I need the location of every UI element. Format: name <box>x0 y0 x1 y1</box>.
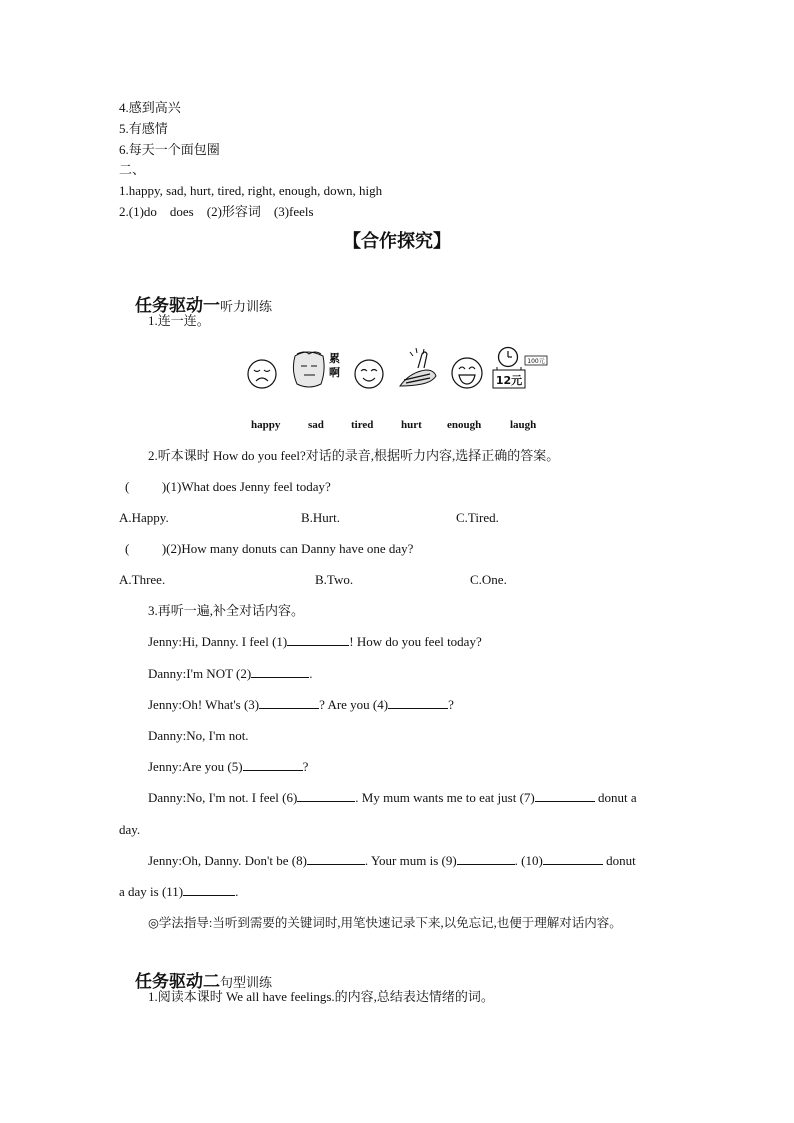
blank-9[interactable] <box>457 853 515 865</box>
task1-q2-2: ( )(2)How many donuts can Danny have one day? <box>125 541 414 556</box>
tired-char-2: 啊 <box>329 366 340 379</box>
word-laugh: laugh <box>510 419 537 431</box>
blank-11[interactable] <box>183 884 235 896</box>
blank-4[interactable] <box>388 697 448 709</box>
smile-face-icon <box>353 357 385 391</box>
dialogue-line-7 <box>148 853 636 869</box>
task1-q2-1: ( )(1)What does Jenny feel today? <box>125 479 331 494</box>
dialogue-line-7-cont <box>119 884 238 900</box>
answer-section-2: 二、 <box>119 162 146 177</box>
dialogue-1-text-b: ! How do you feel today? <box>349 634 482 649</box>
q2-2-option-c: C.One. <box>470 572 507 587</box>
dialogue-7-text-b: . Your mum is (9) <box>364 853 457 868</box>
dialogue-line-4: Danny:No, I'm not. <box>148 728 249 743</box>
dialogue-2-text-a: Danny:I'm NOT (2) <box>148 666 252 681</box>
dialogue-line-6 <box>148 790 637 806</box>
dialogue-line-6-cont: day. <box>119 822 141 837</box>
blank-7[interactable] <box>535 790 595 802</box>
task1-q1: 1.连一连。 <box>148 313 210 328</box>
task2-title-small: 句型训练 <box>220 976 273 991</box>
word-enough: enough <box>447 419 482 431</box>
blank-3[interactable] <box>259 697 319 709</box>
tired-figure-icon <box>289 348 343 390</box>
price-tag-text: 100元 <box>527 358 545 365</box>
dialogue-7-text-e: a day is (11) <box>119 884 184 899</box>
clock-price-icon <box>491 346 549 392</box>
hurt-hand-icon <box>396 346 440 390</box>
price-text: 12元 <box>495 374 523 387</box>
q2-2-option-a: A.Three. <box>119 572 166 587</box>
answer-line-4: 4.感到高兴 <box>119 100 181 115</box>
task1-title-big: 任务驱动一 <box>135 296 220 316</box>
dialogue-line-3 <box>148 697 454 713</box>
dialogue-line-5 <box>148 759 308 775</box>
dialogue-line-2 <box>148 666 312 682</box>
answer-line-2-1: 1.happy, sad, hurt, tired, right, enough, down, high <box>119 183 383 198</box>
answer-line-2-2: 2.(1)do does (2)形容词 (3)feels <box>119 204 314 219</box>
tired-char-1: 累 <box>329 352 340 365</box>
word-sad: sad <box>308 419 324 431</box>
laugh-face-icon <box>450 355 484 391</box>
study-tip: ◎学法指导:当听到需要的关键词时,用笔快速记录下来,以免忘记,也便于理解对话内容。 <box>148 916 622 930</box>
section-title: 【合作探究】 <box>343 231 451 252</box>
q2-1-option-b: B.Hurt. <box>301 510 340 525</box>
dialogue-5-text-a: Jenny:Are you (5) <box>148 759 243 774</box>
task2-title-big: 任务驱动二 <box>135 972 220 992</box>
blank-1[interactable] <box>287 634 349 646</box>
blank-8[interactable] <box>307 853 365 865</box>
task1-title-small: 听力训练 <box>220 300 273 315</box>
dialogue-7-text-a: Jenny:Oh, Danny. Don't be (8) <box>148 853 307 868</box>
dialogue-5-text-b: ? <box>302 759 309 774</box>
dialogue-3-text-a: Jenny:Oh! What's (3) <box>148 697 260 712</box>
dialogue-7-text-c: . (10) <box>514 853 543 868</box>
task1-q2: 2.听本课时 How do you feel?对话的录音,根据听力内容,选择正确的答案。 <box>148 448 560 463</box>
answer-line-5: 5.有感情 <box>119 121 168 136</box>
dialogue-6-text-c: donut a <box>594 790 637 805</box>
dialogue-3-text-b: ? Are you (4) <box>319 697 389 712</box>
blank-6[interactable] <box>297 790 355 802</box>
task2-q1: 1.阅读本课时 We all have feelings.的内容,总结表达情绪的词。 <box>148 989 494 1004</box>
q2-1-option-a: A.Happy. <box>119 510 169 525</box>
dialogue-7-text-f: . <box>235 884 239 899</box>
q2-2-option-b: B.Two. <box>315 572 354 587</box>
dialogue-7-text-d: donut <box>602 853 636 868</box>
blank-10[interactable] <box>543 853 603 865</box>
task1-q3: 3.再听一遍,补全对话内容。 <box>148 603 305 618</box>
q2-1-option-c: C.Tired. <box>456 510 499 525</box>
word-hurt: hurt <box>401 419 422 431</box>
sad-face-icon <box>246 357 278 391</box>
dialogue-3-text-c: ? <box>448 697 454 712</box>
word-tired: tired <box>351 419 374 431</box>
dialogue-line-1 <box>148 634 482 650</box>
blank-5[interactable] <box>243 759 303 771</box>
blank-2[interactable] <box>251 666 309 678</box>
word-happy: happy <box>251 419 281 431</box>
dialogue-6-text-b: . My mum wants me to eat just (7) <box>355 790 535 805</box>
dialogue-2-text-b: . <box>309 666 313 681</box>
answer-line-6: 6.每天一个面包圈 <box>119 142 220 157</box>
dialogue-6-text-a: Danny:No, I'm not. I feel (6) <box>148 790 298 805</box>
dialogue-1-text-a: Jenny:Hi, Danny. I feel (1) <box>148 634 288 649</box>
